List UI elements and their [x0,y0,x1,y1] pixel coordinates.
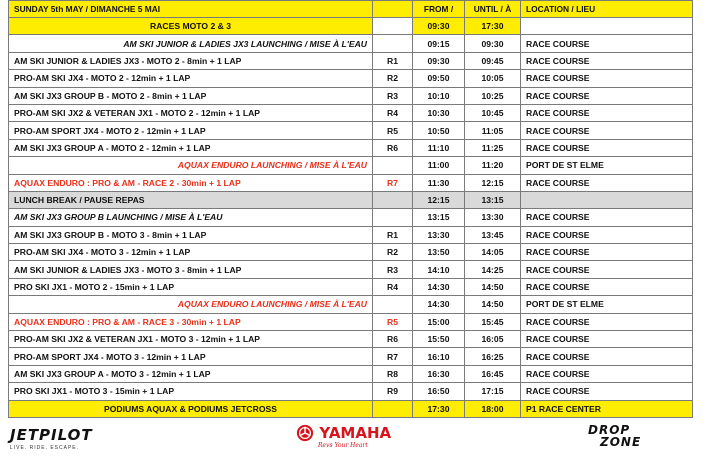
dropzone-word-2: ZONE [600,435,642,449]
race-code-cell [373,296,413,313]
schedule-sheet [8,0,692,418]
day-header: SUNDAY 5th MAY / DIMANCHE 5 MAI [9,1,373,18]
schedule-row [9,70,693,87]
race-code-cell: R6 [373,331,413,348]
dropzone-logo [588,424,641,448]
event-cell: RACES MOTO 2 & 3 [9,18,373,35]
schedule-row [9,209,693,226]
location-cell: RACE COURSE [521,244,693,261]
event-cell: PRO-AM SKI JX4 - MOTO 3 - 12min + 1 LAP [9,244,373,261]
event-cell: AM SKI JX3 GROUP A - MOTO 2 - 12min + 1 LAP [9,139,373,156]
race-code-cell [373,35,413,52]
until-time-cell: 14:05 [465,244,521,261]
from-time-cell: 14:30 [413,296,465,313]
race-code-cell: R2 [373,244,413,261]
location-cell: PORT DE ST ELME [521,296,693,313]
schedule-table [8,0,693,418]
schedule-body [9,18,693,418]
schedule-row [9,139,693,156]
until-time-cell: 17:15 [465,383,521,400]
schedule-row [9,313,693,330]
race-code-cell: R6 [373,139,413,156]
event-cell: AM SKI JX3 GROUP B - MOTO 2 - 8min + 1 LAP [9,87,373,104]
event-cell: PRO-AM SKI JX2 & VETERAN JX1 - MOTO 2 - 12min + 1 LAP [9,104,373,121]
until-header: UNTIL / À [465,1,521,18]
from-time-cell: 12:15 [413,191,465,208]
location-cell: RACE COURSE [521,104,693,121]
schedule-row [9,296,693,313]
from-time-cell: 10:30 [413,104,465,121]
schedule-row [9,331,693,348]
location-cell: RACE COURSE [521,87,693,104]
event-cell: AQUAX ENDURO LAUNCHING / MISE À L'EAU [9,296,373,313]
race-code-cell: R5 [373,122,413,139]
until-time-cell: 15:45 [465,313,521,330]
until-time-cell: 14:50 [465,296,521,313]
sponsor-logos [0,420,709,463]
schedule-row [9,278,693,295]
until-time-cell: 11:25 [465,139,521,156]
event-cell: AM SKI JX3 GROUP A - MOTO 3 - 12min + 1 LAP [9,365,373,382]
until-time-cell: 14:25 [465,261,521,278]
location-cell: P1 RACE CENTER [521,400,693,417]
schedule-row [9,104,693,121]
until-time-cell: 14:50 [465,278,521,295]
jetpilot-tagline: LIVE. RIDE. ESCAPE. [10,445,80,451]
race-code-cell: R7 [373,348,413,365]
schedule-row [9,244,693,261]
location-cell [521,18,693,35]
location-cell: RACE COURSE [521,278,693,295]
event-cell: AM SKI JX3 GROUP B - MOTO 3 - 8min + 1 LAP [9,226,373,243]
from-time-cell: 16:50 [413,383,465,400]
location-cell: RACE COURSE [521,261,693,278]
schedule-row [9,383,693,400]
schedule-row [9,174,693,191]
event-cell: AQUAX ENDURO : PRO & AM - RACE 2 - 30min + 1 LAP [9,174,373,191]
event-cell: AM SKI JUNIOR & LADIES JX3 - MOTO 3 - 8min + 1 LAP [9,261,373,278]
race-code-cell: R1 [373,52,413,69]
from-time-cell: 15:00 [413,313,465,330]
event-cell: AM SKI JUNIOR & LADIES JX3 - MOTO 2 - 8min + 1 LAP [9,52,373,69]
dropzone-word-1: DROP [588,423,631,437]
race-code-cell [373,400,413,417]
until-time-cell: 10:45 [465,104,521,121]
event-cell: PRO SKI JX1 - MOTO 3 - 15min + 1 LAP [9,383,373,400]
schedule-row [9,18,693,35]
until-time-cell: 16:25 [465,348,521,365]
race-code-cell: R4 [373,104,413,121]
yamaha-tuning-fork-icon [296,424,314,442]
until-time-cell: 11:05 [465,122,521,139]
location-cell: RACE COURSE [521,122,693,139]
location-cell: RACE COURSE [521,70,693,87]
until-time-cell: 13:45 [465,226,521,243]
location-cell: RACE COURSE [521,383,693,400]
from-time-cell: 16:10 [413,348,465,365]
schedule-row [9,157,693,174]
until-time-cell: 09:30 [465,35,521,52]
race-code-cell: R5 [373,313,413,330]
location-cell: PORT DE ST ELME [521,157,693,174]
location-cell [521,191,693,208]
event-cell: AM SKI JX3 GROUP B LAUNCHING / MISE À L'EAU [9,209,373,226]
race-code-cell: R3 [373,261,413,278]
from-time-cell: 17:30 [413,400,465,417]
location-cell: RACE COURSE [521,209,693,226]
race-code-cell: R7 [373,174,413,191]
from-time-cell: 09:30 [413,52,465,69]
location-cell: RACE COURSE [521,331,693,348]
location-cell: RACE COURSE [521,226,693,243]
schedule-row [9,122,693,139]
yamaha-wordmark: YAMAHA [319,424,392,442]
race-code-cell: R1 [373,226,413,243]
from-time-cell: 11:10 [413,139,465,156]
code-header [373,1,413,18]
event-cell: AQUAX ENDURO LAUNCHING / MISE À L'EAU [9,157,373,174]
location-cell: RACE COURSE [521,35,693,52]
race-code-cell [373,191,413,208]
until-time-cell: 13:15 [465,191,521,208]
from-time-cell: 10:50 [413,122,465,139]
race-code-cell [373,209,413,226]
from-time-cell: 15:50 [413,331,465,348]
header-row [9,1,693,18]
from-time-cell: 14:10 [413,261,465,278]
from-time-cell: 09:15 [413,35,465,52]
from-time-cell: 09:50 [413,70,465,87]
until-time-cell: 17:30 [465,18,521,35]
schedule-row [9,400,693,417]
event-cell: PRO SKI JX1 - MOTO 2 - 15min + 1 LAP [9,278,373,295]
event-cell: AQUAX ENDURO : PRO & AM - RACE 3 - 30min + 1 LAP [9,313,373,330]
until-time-cell: 12:15 [465,174,521,191]
from-time-cell: 16:30 [413,365,465,382]
location-cell: RACE COURSE [521,139,693,156]
from-time-cell: 10:10 [413,87,465,104]
from-time-cell: 13:50 [413,244,465,261]
yamaha-tagline: Revs Your Heart [318,442,368,449]
location-cell: RACE COURSE [521,313,693,330]
schedule-row [9,191,693,208]
location-header: LOCATION / LIEU [521,1,693,18]
race-code-cell: R3 [373,87,413,104]
location-cell: RACE COURSE [521,52,693,69]
until-time-cell: 10:05 [465,70,521,87]
until-time-cell: 09:45 [465,52,521,69]
race-code-cell [373,18,413,35]
schedule-row [9,52,693,69]
until-time-cell: 18:00 [465,400,521,417]
from-time-cell: 13:30 [413,226,465,243]
from-time-cell: 11:30 [413,174,465,191]
until-time-cell: 10:25 [465,87,521,104]
from-time-cell: 14:30 [413,278,465,295]
jetpilot-wordmark: JETPILOT [10,426,93,444]
from-time-cell: 13:15 [413,209,465,226]
from-header: FROM / [413,1,465,18]
schedule-row [9,87,693,104]
from-time-cell: 09:30 [413,18,465,35]
event-cell: AM SKI JUNIOR & LADIES JX3 LAUNCHING / MISE À L'EAU [9,35,373,52]
race-code-cell: R8 [373,365,413,382]
schedule-row [9,365,693,382]
race-code-cell [373,157,413,174]
location-cell: RACE COURSE [521,174,693,191]
yamaha-logo [296,424,391,449]
until-time-cell: 16:45 [465,365,521,382]
event-cell: PRO-AM SKI JX4 - MOTO 2 - 12min + 1 LAP [9,70,373,87]
race-code-cell: R2 [373,70,413,87]
location-cell: RACE COURSE [521,365,693,382]
location-cell: RACE COURSE [521,348,693,365]
race-code-cell: R4 [373,278,413,295]
event-cell: PRO-AM SPORT JX4 - MOTO 3 - 12min + 1 LAP [9,348,373,365]
until-time-cell: 11:20 [465,157,521,174]
event-cell: LUNCH BREAK / PAUSE REPAS [9,191,373,208]
until-time-cell: 16:05 [465,331,521,348]
event-cell: PRO-AM SKI JX2 & VETERAN JX1 - MOTO 3 - 12min + 1 LAP [9,331,373,348]
event-cell: PRO-AM SPORT JX4 - MOTO 2 - 12min + 1 LAP [9,122,373,139]
jetpilot-logo [10,426,93,451]
schedule-row [9,261,693,278]
race-code-cell: R9 [373,383,413,400]
from-time-cell: 11:00 [413,157,465,174]
until-time-cell: 13:30 [465,209,521,226]
schedule-row [9,35,693,52]
schedule-row [9,226,693,243]
event-cell: PODIUMS AQUAX & PODIUMS JETCROSS [9,400,373,417]
schedule-row [9,348,693,365]
